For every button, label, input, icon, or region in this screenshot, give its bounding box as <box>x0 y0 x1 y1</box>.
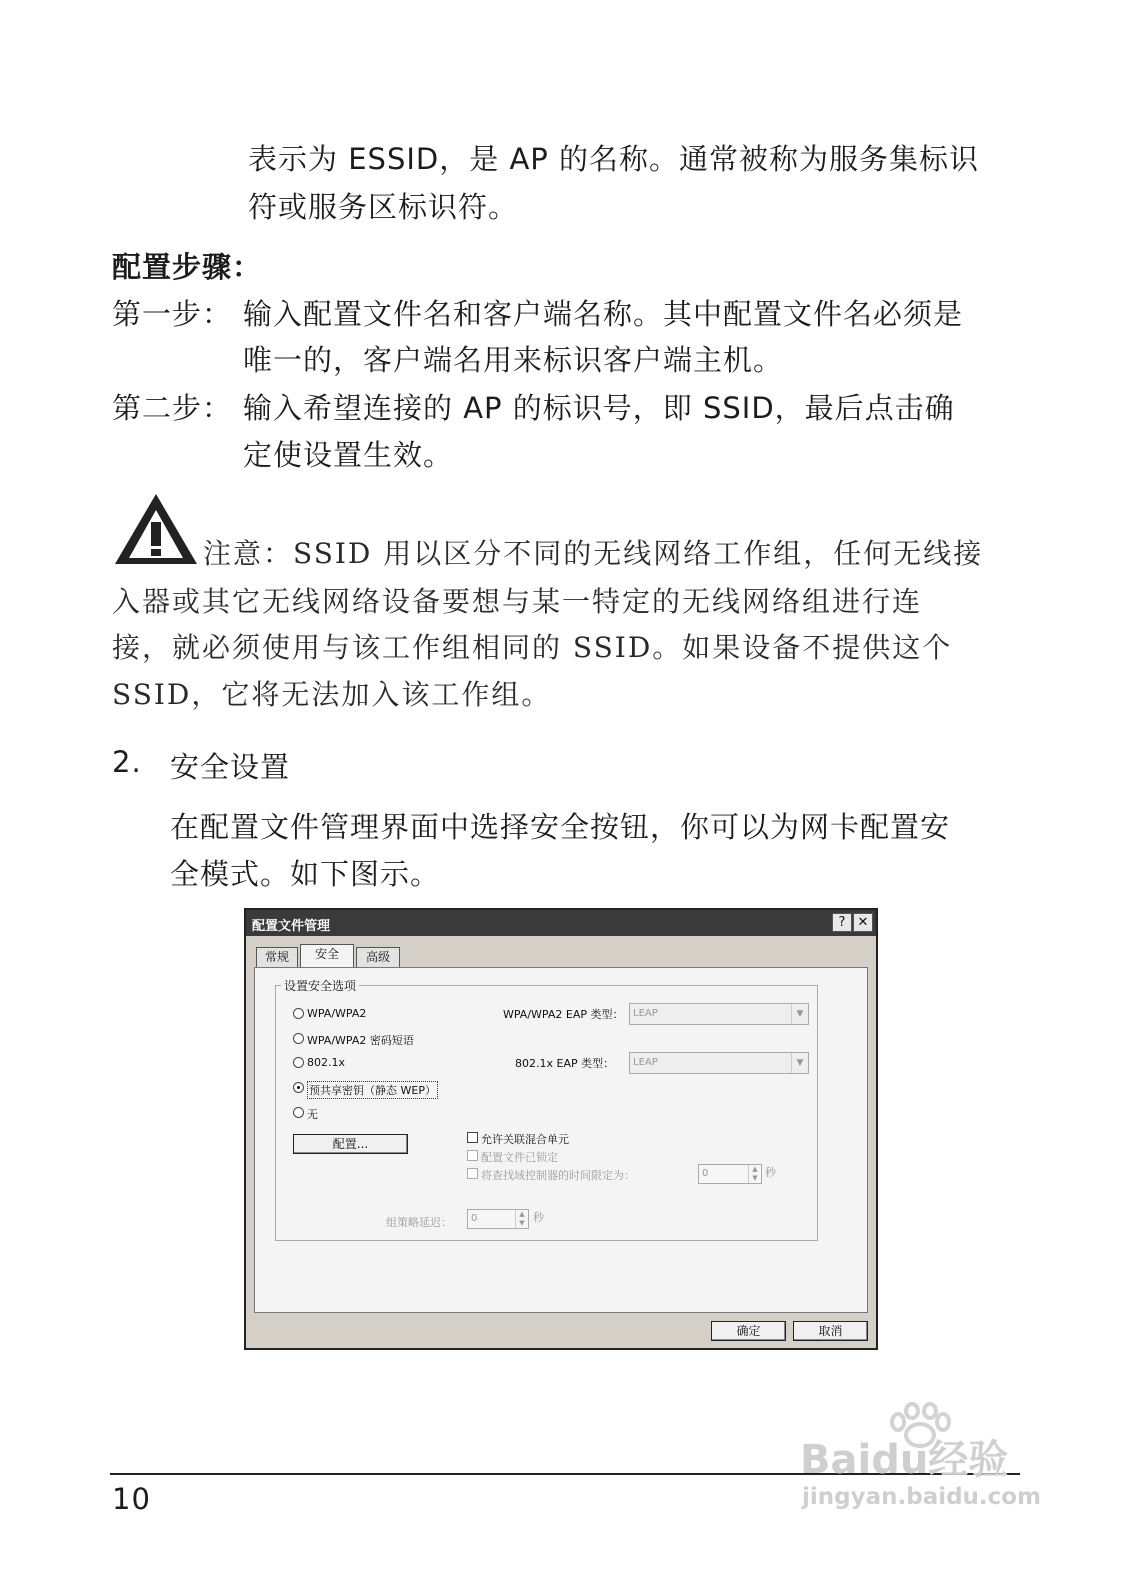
group-delay-seconds: 秒 <box>533 1211 544 1224</box>
note-line-2: 入器或其它无线网络设备要想与某一特定的无线网络组进行连 <box>112 585 923 618</box>
profile-manager-dialog <box>244 908 878 1350</box>
radio-wpa-passphrase[interactable] <box>293 1033 304 1044</box>
cancel-button[interactable]: 取消 <box>793 1321 868 1341</box>
step2-label: 第二步： <box>112 391 233 425</box>
page-number: 10 <box>112 1482 151 1516</box>
dot1x-eap-select[interactable] <box>629 1052 809 1074</box>
limit-time-checkbox[interactable] <box>467 1168 478 1179</box>
profile-locked-checkbox[interactable] <box>467 1150 478 1161</box>
radio-psk-wep[interactable] <box>293 1082 304 1093</box>
radio-wpa-passphrase-label: WPA/WPA2 密码短语 <box>307 1034 414 1047</box>
dialog-title: 配置文件管理 <box>252 919 331 934</box>
wpa-eap-label: WPA/WPA2 EAP 类型： <box>503 1008 624 1021</box>
radio-none-label: 无 <box>307 1108 318 1121</box>
wpa-eap-select[interactable] <box>629 1003 809 1025</box>
ok-button[interactable]: 确定 <box>711 1321 786 1341</box>
limit-time-value: 0 <box>702 1168 709 1179</box>
section-para-2: 全模式。如下图示。 <box>170 857 441 891</box>
body-line-1: 表示为 ESSID，是 AP 的名称。通常被称为服务集标识 <box>248 142 980 176</box>
dot1x-eap-label: 802.1x EAP 类型： <box>515 1057 615 1070</box>
warning-icon <box>113 492 199 566</box>
close-button[interactable]: ✕ <box>853 913 873 932</box>
group-delay-spinner[interactable] <box>467 1209 529 1229</box>
section-para-1: 在配置文件管理界面中选择安全按钮，你可以为网卡配置安 <box>170 810 951 844</box>
tab-security[interactable]: 安全 <box>300 944 354 968</box>
limit-time-spinner[interactable] <box>698 1164 762 1184</box>
steps-heading: 配置步骤： <box>112 250 263 284</box>
step1-line-1: 输入配置文件名和客户端名称。其中配置文件名必须是 <box>243 297 964 331</box>
watermark-brand: Baidu经验 <box>800 1437 1009 1483</box>
group-delay-label: 组策略延迟： <box>386 1216 452 1229</box>
radio-8021x-label: 802.1x <box>307 1056 346 1069</box>
profile-locked-label: 配置文件已锁定 <box>481 1151 558 1164</box>
wpa-eap-value: LEAP <box>633 1008 658 1019</box>
watermark-url: jingyan.baidu.com <box>802 1484 1042 1510</box>
spinner-arrows-icon[interactable]: ▲ ▼ <box>748 1165 761 1183</box>
tab-advanced[interactable]: 高级 <box>356 947 400 967</box>
allow-mixed-label: 允许关联混合单元 <box>481 1133 569 1146</box>
group-label: 设置安全选项 <box>281 977 359 994</box>
limit-time-label: 将查找域控制器的时间限定为： <box>481 1169 635 1182</box>
spinner-arrows-icon[interactable]: ▲ ▼ <box>515 1210 528 1228</box>
limit-seconds-label: 秒 <box>765 1166 776 1179</box>
step2-line-2: 定使设置生效。 <box>243 438 454 472</box>
radio-none[interactable] <box>293 1107 304 1118</box>
step1-label: 第一步： <box>112 297 233 331</box>
section-number: 2. <box>112 745 142 779</box>
chevron-down-icon: ▼ <box>791 1004 808 1024</box>
step1-line-2: 唯一的，客户端名用来标识客户端主机。 <box>243 343 784 377</box>
radio-psk-wep-label: 预共享密钥（静态 WEP） <box>307 1081 438 1099</box>
step2-line-1: 输入希望连接的 AP 的标识号，即 SSID，最后点击确 <box>243 391 955 425</box>
chevron-down-icon: ▼ <box>791 1053 808 1073</box>
radio-8021x[interactable] <box>293 1057 304 1068</box>
allow-mixed-checkbox[interactable] <box>467 1132 478 1143</box>
dialog-title-bar[interactable] <box>246 910 876 936</box>
radio-wpa[interactable] <box>293 1008 304 1019</box>
section-title: 安全设置 <box>170 750 291 784</box>
note-line-1: 注意：SSID 用以区分不同的无线网络工作组，任何无线接 <box>203 537 984 570</box>
configure-button[interactable]: 配置... <box>293 1134 408 1154</box>
tab-general[interactable]: 常规 <box>256 947 298 967</box>
security-panel <box>254 967 868 1313</box>
group-delay-value: 0 <box>471 1213 478 1224</box>
help-button[interactable]: ? <box>832 913 852 932</box>
dot1x-eap-value: LEAP <box>633 1057 658 1068</box>
radio-wpa-label: WPA/WPA2 <box>307 1007 367 1020</box>
body-line-2: 符或服务区标识符。 <box>248 190 519 224</box>
note-line-4: SSID，它将无法加入该工作组。 <box>112 678 552 711</box>
note-line-3: 接，就必须使用与该工作组相同的 SSID。如果设备不提供这个 <box>112 631 953 664</box>
